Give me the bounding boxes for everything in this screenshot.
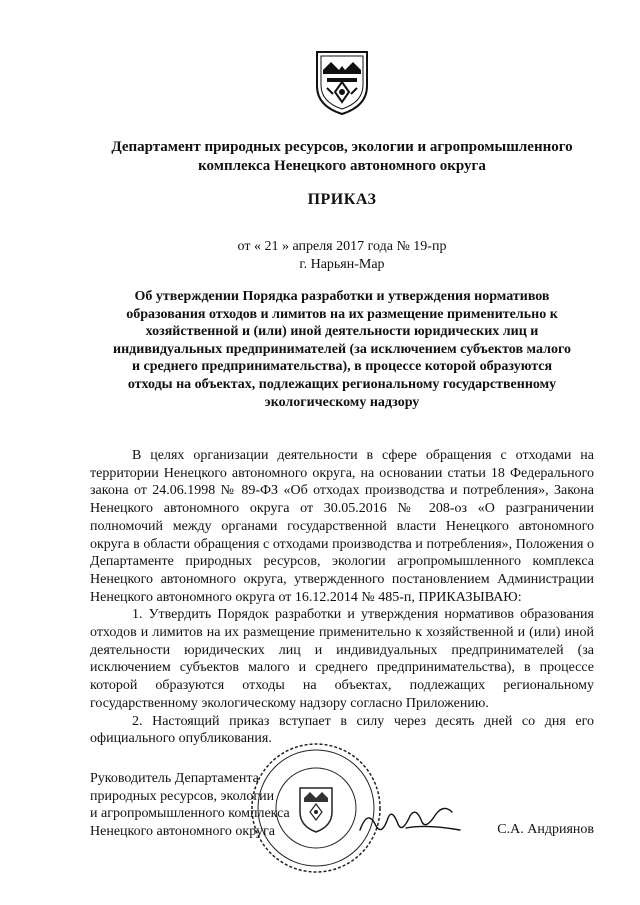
signatory-position-line-2: природных ресурсов, экологии — [90, 788, 275, 804]
signatory-position-line-1: Руководитель Департамента — [90, 771, 259, 786]
department-name: Департамент природных ресурсов, экологии и агропромышленного комплекса Ненецкого автономного округа — [111, 139, 573, 174]
coat-of-arms-icon — [313, 48, 371, 116]
order-item-2: 2. Настоящий приказ вступает в силу через десять дней со дня его официального опубликования. — [90, 713, 594, 747]
order-body — [90, 447, 594, 748]
document-type: ПРИКАЗ — [307, 191, 377, 208]
signatory-position — [90, 770, 290, 840]
signatory-position-line-4: Ненецкого автономного округа — [90, 823, 275, 839]
preamble-paragraph: В целях организации деятельности в сфере обращения с отходами на территории Ненецкого автономного округа, на основании статьи 18 Федерального закона от 24.06.1998 № 89-ФЗ «Об отходах производства и потребления», Закона Ненецкого автономного округа от 30.05.2016 № 208-оз «О разграничении полномочий между органами государственной власти Ненецкого автономного округа в области обращения с отходами производства и потребления», Положения о Департаменте природных ресурсов, экологии агропромышленного комплекса Ненецкого автономного округа, утвержденного постановлением Администрации Ненецкого автономного округа от 16.12.2014 № 485-п, ПРИКАЗЫВАЮ: — [90, 448, 594, 605]
order-date-number: от « 21 » апреля 2017 года № 19-пр — [237, 239, 447, 254]
signatory-position-line-3: и агропромышленного комплекса — [90, 806, 290, 821]
signatory-name: С.А. Андриянов — [497, 822, 594, 837]
city: г. Нарьян-Мар — [299, 257, 385, 272]
order-title: Об утверждении Порядка разработки и утверждения нормативов образования отходов и лимитов на их размещение применительно к хозяйственной и (или) иной деятельности юридических лиц и индивидуальных предпринимателей (за исключением субъектов малого и среднего предпринимательства), в процессе которой образуются отходы на объектах, подлежащих региональному государственному экологическому надзору — [113, 289, 571, 410]
date-block — [90, 238, 594, 274]
order-item-1: 1. Утвердить Порядок разработки и утверждения нормативов образования отходов и лимитов на их размещение применительно к хозяйственной и (или) иной деятельности юридических лиц и индивидуальных предпринимателей (за исключением субъектов малого и среднего предпринимательства), в процессе которой образуются отходы на объектах, подлежащих региональному государственному экологическому надзору согласно Приложению. — [90, 607, 594, 711]
signature-icon — [356, 800, 466, 840]
